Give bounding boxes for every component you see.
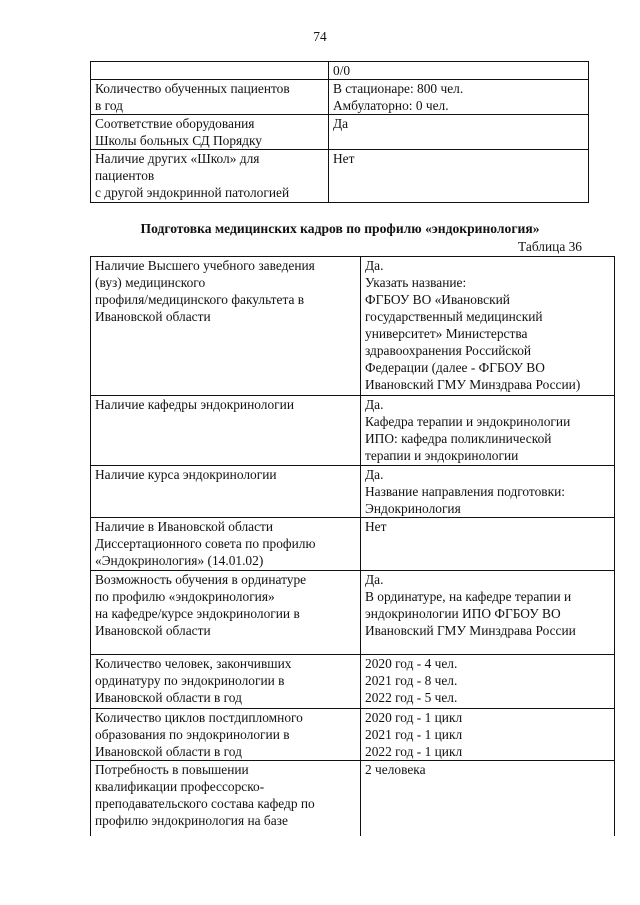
- row-value-cell: Да: [329, 115, 589, 150]
- table-row: [91, 518, 615, 571]
- row-value-cell: Да. Название направления подготовки: Эндокринология: [361, 466, 615, 518]
- row-label-cell: Наличие других «Школ» для пациентов с другой эндокринной патологией: [91, 150, 329, 203]
- row-value-cell: 2020 год - 1 цикл 2021 год - 1 цикл 2022 год - 1 цикл: [361, 709, 615, 761]
- table-row: [91, 80, 589, 115]
- table-row: [91, 655, 615, 709]
- row-value-cell: В стационаре: 800 чел. Амбулаторно: 0 чел.: [329, 80, 589, 115]
- table-row: [91, 709, 615, 761]
- table-row: [91, 257, 615, 396]
- table-row: [91, 466, 615, 518]
- row-value-cell: Да. В ординатуре, на кафедре терапии и эндокринологии ИПО ФГБОУ ВО Ивановский ГМУ Минздрава России: [361, 571, 615, 655]
- row-value-cell: Нет: [329, 150, 589, 203]
- table-row: [91, 62, 589, 80]
- row-label-cell: Наличие кафедры эндокринологии: [91, 396, 361, 466]
- row-label-cell: Наличие курса эндокринологии: [91, 466, 361, 518]
- medical-staff-training-table: [90, 256, 615, 836]
- row-label-cell: Количество человек, закончивших ординатуру по эндокринологии в Ивановской области в год: [91, 655, 361, 709]
- table-row: [91, 115, 589, 150]
- row-label-cell: Возможность обучения в ординатуре по профилю «эндокринология» на кафедре/курсе эндокринологии в Ивановской области: [91, 571, 361, 655]
- section-title: Подготовка медицинских кадров по профилю «эндокринология»: [140, 221, 540, 236]
- row-value-cell: 2020 год - 4 чел. 2021 год - 8 чел. 2022 год - 5 чел.: [361, 655, 615, 709]
- row-value-cell: 0/0: [329, 62, 589, 80]
- row-label-cell: Потребность в повышении квалификации профессорско- преподавательского состава кафедр по профилю эндокринология на базе: [91, 761, 361, 836]
- table-row: [91, 761, 615, 836]
- table-row: [91, 150, 589, 203]
- row-value-cell: 2 человека: [361, 761, 615, 836]
- row-label-cell: [91, 62, 329, 80]
- page-number: 74: [313, 29, 327, 44]
- row-value-cell: Нет: [361, 518, 615, 571]
- table-row: [91, 396, 615, 466]
- row-value-cell: Да. Указать название: ФГБОУ ВО «Ивановский государственный медицинский университет» Министерства здравоохранения Российской Федерации (далее - ФГБОУ ВО Ивановский ГМУ Минздрава России): [361, 257, 615, 396]
- row-label-cell: Количество циклов постдипломного образования по эндокринологии в Ивановской области в год: [91, 709, 361, 761]
- row-label-cell: Соответствие оборудования Школы больных СД Порядку: [91, 115, 329, 150]
- row-label-cell: Наличие Высшего учебного заведения (вуз) медицинского профиля/медицинского факультета в Ивановской области: [91, 257, 361, 396]
- table-row: [91, 571, 615, 655]
- row-label-cell: Наличие в Ивановской области Диссертационного совета по профилю «Эндокринология» (14.01.02): [91, 518, 361, 571]
- table-number-label: Таблица 36: [518, 239, 582, 254]
- row-label-cell: Количество обученных пациентов в год: [91, 80, 329, 115]
- row-value-cell: Да. Кафедра терапии и эндокринологии ИПО: кафедра поликлинической терапии и эндокринологии: [361, 396, 615, 466]
- patient-school-table: [90, 61, 589, 203]
